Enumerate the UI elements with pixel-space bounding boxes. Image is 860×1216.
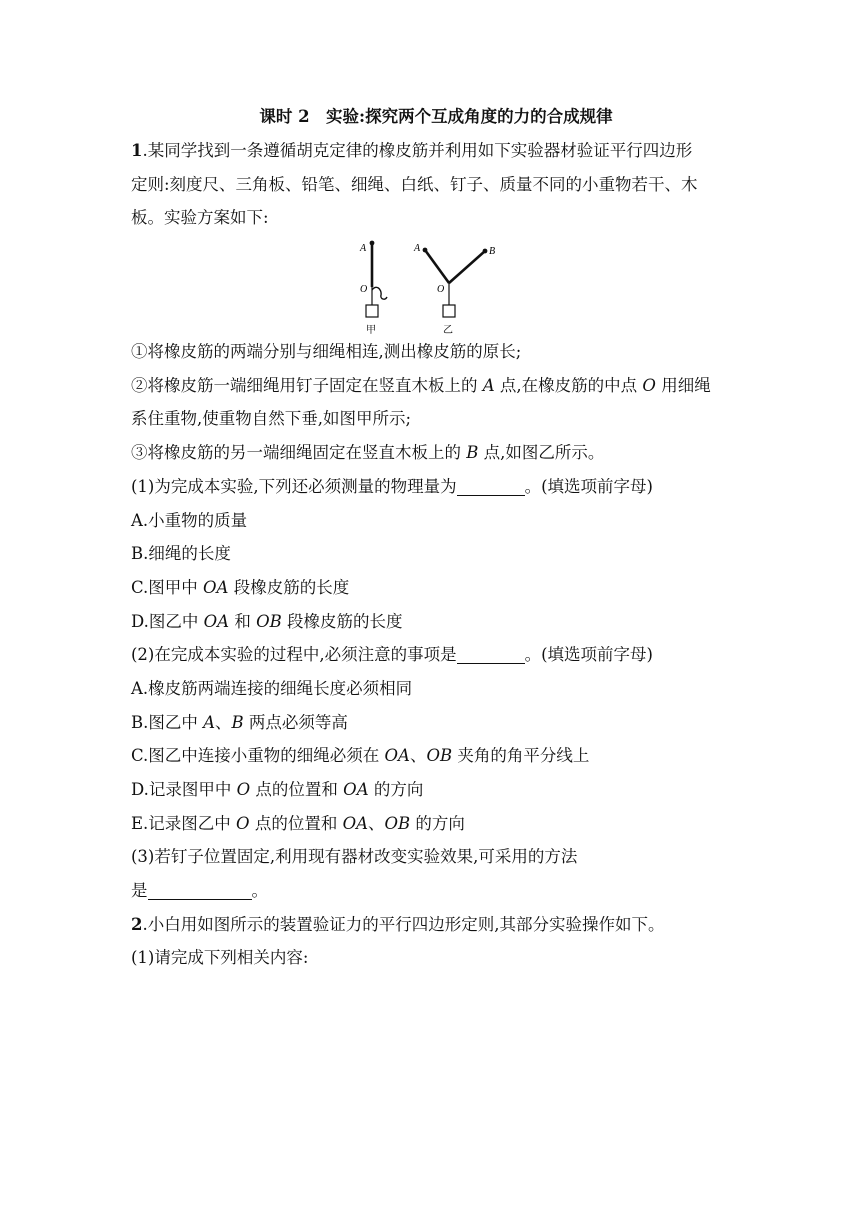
- figure-jia: [359, 241, 387, 335]
- q2-part-1: (1)请完成下列相关内容:: [131, 948, 309, 968]
- p2-e-text-a: E.记录图乙中: [131, 813, 237, 833]
- q2-intro: [131, 908, 731, 942]
- label-o-right: O: [437, 284, 445, 296]
- caption-jia: 甲: [366, 325, 376, 336]
- figure-yi: [413, 243, 495, 335]
- q1-intro-line-1: [131, 134, 731, 168]
- loose-string: [372, 287, 387, 299]
- q1-p2-option-a: A.橡皮筋两端连接的细绳长度必须相同: [131, 678, 413, 698]
- q2-intro-text: .小白用如图所示的装置验证力的平行四边形定则,其部分实验操作如下。: [142, 914, 665, 934]
- q1-part-2-text: (2)在完成本实验的过程中,必须注意的事项是: [131, 645, 457, 665]
- p2-c-sep: 、: [409, 746, 427, 766]
- q1-p1-option-b: B.细绳的长度: [131, 544, 231, 564]
- p2-b-point-a: A: [203, 712, 216, 732]
- p2-e-point-o: O: [236, 813, 250, 833]
- option-c-text-a: C.图甲中: [131, 577, 204, 597]
- option-c-text-b: 段橡皮筋的长度: [228, 577, 350, 597]
- p2-c-text-a: C.图乙中连接小重物的细绳必须在: [131, 746, 385, 766]
- step-2-text-b: 点,在橡皮筋的中点: [494, 375, 643, 395]
- q1-part-3-line-1: (3)若钉子位置固定,利用现有器材改变实验效果,可采用的方法: [131, 847, 578, 867]
- weight-right: [443, 305, 455, 317]
- p2-b-text-b: 两点必须等高: [243, 712, 348, 732]
- p2-e-ob: OB: [384, 813, 411, 833]
- lesson-title: 课时 2 实验:探究两个互成角度的力的合成规律: [259, 107, 613, 126]
- q1-part-3-line-2: [131, 874, 731, 908]
- p2-d-text-b: 点的位置和: [250, 780, 344, 799]
- label-o-left: O: [360, 284, 368, 296]
- q1-p1-option-c: [131, 571, 731, 605]
- option-c-oa: OA: [203, 577, 229, 597]
- label-a-right: A: [414, 243, 421, 255]
- p2-b-point-b: B: [231, 712, 244, 732]
- p2-c-text-b: 夹角的角平分线上: [452, 746, 590, 766]
- p2-e-sep: 、: [368, 813, 385, 833]
- p2-b-text-a: B.图乙中: [131, 712, 204, 732]
- q1-intro-line-3: 板。实验方案如下:: [131, 208, 269, 228]
- q2-number: 2: [131, 914, 143, 934]
- p2-d-point-o: O: [236, 780, 251, 799]
- content-area: [131, 100, 731, 975]
- q1-p2-option-e: [131, 807, 731, 841]
- q1-part-3-text: 是: [131, 881, 148, 901]
- p2-d-text-a: D.记录图甲中: [131, 780, 237, 799]
- answer-blank-2[interactable]: [457, 645, 525, 664]
- option-d-text-a: D.图乙中: [131, 611, 204, 631]
- q1-intro-text-1: .某同学找到一条遵循胡克定律的橡皮筋并利用如下实验器材验证平行四边形: [142, 141, 693, 160]
- q1-p2-option-b: [131, 706, 731, 740]
- option-d-oa: OA: [203, 611, 230, 631]
- q1-p1-option-a: A.小重物的质量: [131, 510, 248, 530]
- q1-part-1-text: (1)为完成本实验,下列还必须测量的物理量为: [131, 476, 457, 496]
- q1-p2-option-d: [131, 773, 731, 807]
- weight-left: [366, 305, 378, 317]
- experiment-figure: [131, 235, 731, 335]
- step-2-line-2: 系住重物,使重物自然下垂,如图甲所示;: [131, 409, 412, 429]
- rubber-band-setup-diagram: [351, 235, 511, 335]
- rubber-band-ob: [449, 251, 485, 283]
- step-3: [131, 436, 731, 470]
- answer-blank-3[interactable]: [148, 881, 252, 900]
- p2-e-text-b: 点的位置和: [249, 813, 343, 833]
- step-2-point-a: A: [482, 375, 495, 395]
- q1-number: 1: [131, 141, 143, 160]
- q1-part-2-hint: 。(填选项前字母): [524, 645, 653, 665]
- q1-part-1: [131, 470, 731, 504]
- rubber-band-oa: [425, 250, 449, 283]
- option-d-text-b: 和: [229, 611, 257, 631]
- label-b-right: B: [489, 246, 496, 258]
- q1-part-2: [131, 638, 731, 672]
- step-1: ①将橡皮筋的两端分别与细绳相连,测出橡皮筋的原长;: [131, 342, 522, 362]
- step-3-text-a: ③将橡皮筋的另一端细绳固定在竖直木板上的: [131, 443, 467, 463]
- answer-blank-1[interactable]: [457, 477, 525, 496]
- p2-e-text-c: 的方向: [410, 813, 465, 833]
- step-2-text-a: ②将橡皮筋一端细绳用钉子固定在竖直木板上的: [131, 375, 483, 395]
- option-d-ob: OB: [256, 611, 282, 631]
- q1-intro-line-2: 定则:刻度尺、三角板、铅笔、细绳、白纸、钉子、质量不同的小重物若干、木: [131, 174, 698, 194]
- p2-d-text-c: 的方向: [368, 780, 424, 799]
- p2-e-oa: OA: [342, 813, 369, 833]
- p2-b-sep: 、: [215, 712, 232, 732]
- p2-c-oa: OA: [384, 746, 410, 766]
- option-d-text-c: 段橡皮筋的长度: [281, 611, 403, 631]
- step-2-point-o: O: [642, 375, 656, 395]
- q1-p2-option-c: [131, 739, 731, 773]
- q1-p1-option-d: [131, 605, 731, 639]
- caption-yi: 乙: [443, 325, 453, 336]
- p2-d-oa: OA: [343, 780, 369, 799]
- q1-part-3-end: 。: [251, 881, 268, 901]
- label-a-left: A: [360, 243, 367, 255]
- step-2-line-1: [131, 369, 731, 403]
- step-3-point-b: B: [466, 443, 479, 463]
- q1-part-1-hint: 。(填选项前字母): [524, 476, 653, 496]
- p2-c-ob: OB: [426, 746, 453, 766]
- step-2-text-c: 用细绳: [655, 375, 711, 395]
- step-3-text-b: 点,如图乙所示。: [478, 443, 605, 463]
